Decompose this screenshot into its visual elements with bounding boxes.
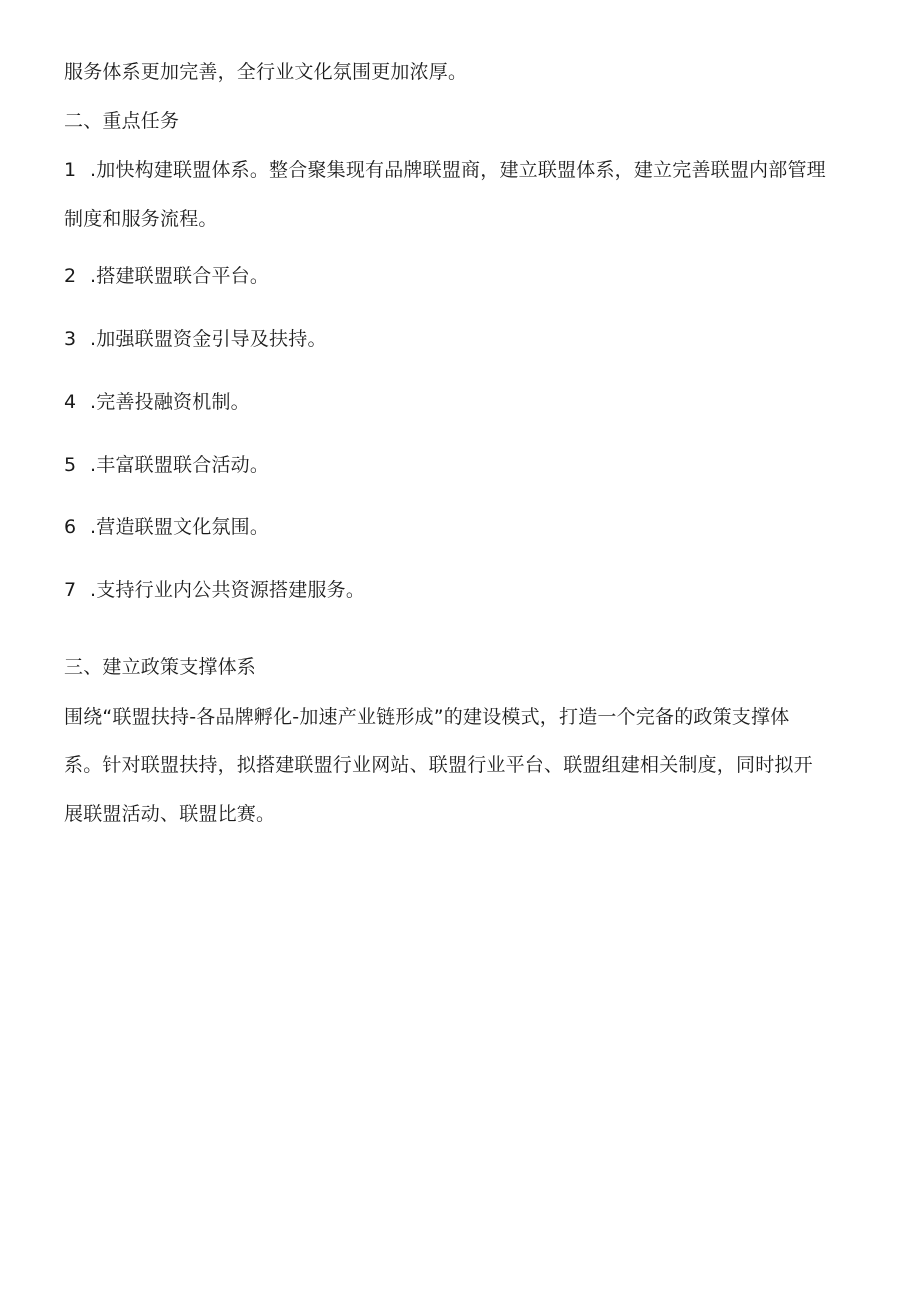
list-item-6 <box>64 513 269 541</box>
list-item-text: .支持行业内公共资源搭建服务。 <box>90 579 366 601</box>
list-item-number: 4 <box>64 391 77 413</box>
list-item-3 <box>64 325 327 353</box>
list-item-text: .完善投融资机制。 <box>90 391 250 413</box>
list-item-text: .营造联盟文化氛围。 <box>90 516 270 538</box>
list-item-number: 1 <box>64 159 77 181</box>
list-item-number: 7 <box>64 579 77 601</box>
list-item-7 <box>64 576 365 604</box>
list-item-text: .丰富联盟联合活动。 <box>90 454 270 476</box>
list-item-2 <box>64 262 269 290</box>
list-item-text: .加强联盟资金引导及扶持。 <box>90 328 327 350</box>
section-2-heading: 二、重点任务 <box>64 110 180 132</box>
list-item-1-continuation: 制度和服务流程。 <box>64 208 218 230</box>
list-item-1 <box>64 156 826 184</box>
intro-paragraph-tail: 服务体系更加完善，全行业文化氛围更加浓厚。 <box>64 61 468 83</box>
section-3-paragraph-line-3: 展联盟活动、联盟比赛。 <box>64 803 276 825</box>
list-item-number: 5 <box>64 454 77 476</box>
list-item-number: 6 <box>64 516 77 538</box>
section-3-heading: 三、建立政策支撑体系 <box>64 656 257 678</box>
section-3-paragraph-line-2: 系。针对联盟扶持，拟搭建联盟行业网站、联盟行业平台、联盟组建相关制度，同时拟开 <box>64 754 813 776</box>
list-item-number: 2 <box>64 265 77 287</box>
list-item-text: .搭建联盟联合平台。 <box>90 265 270 287</box>
section-3-paragraph-line-1: 围绕“联盟扶持-各品牌孵化-加速产业链形成”的建设模式，打造一个完备的政策支撑体 <box>64 706 790 728</box>
list-item-text: .加快构建联盟体系。整合聚集现有品牌联盟商，建立联盟体系，建立完善联盟内部管理 <box>90 159 826 181</box>
list-item-4 <box>64 388 250 416</box>
list-item-number: 3 <box>64 328 77 350</box>
list-item-5 <box>64 451 269 479</box>
